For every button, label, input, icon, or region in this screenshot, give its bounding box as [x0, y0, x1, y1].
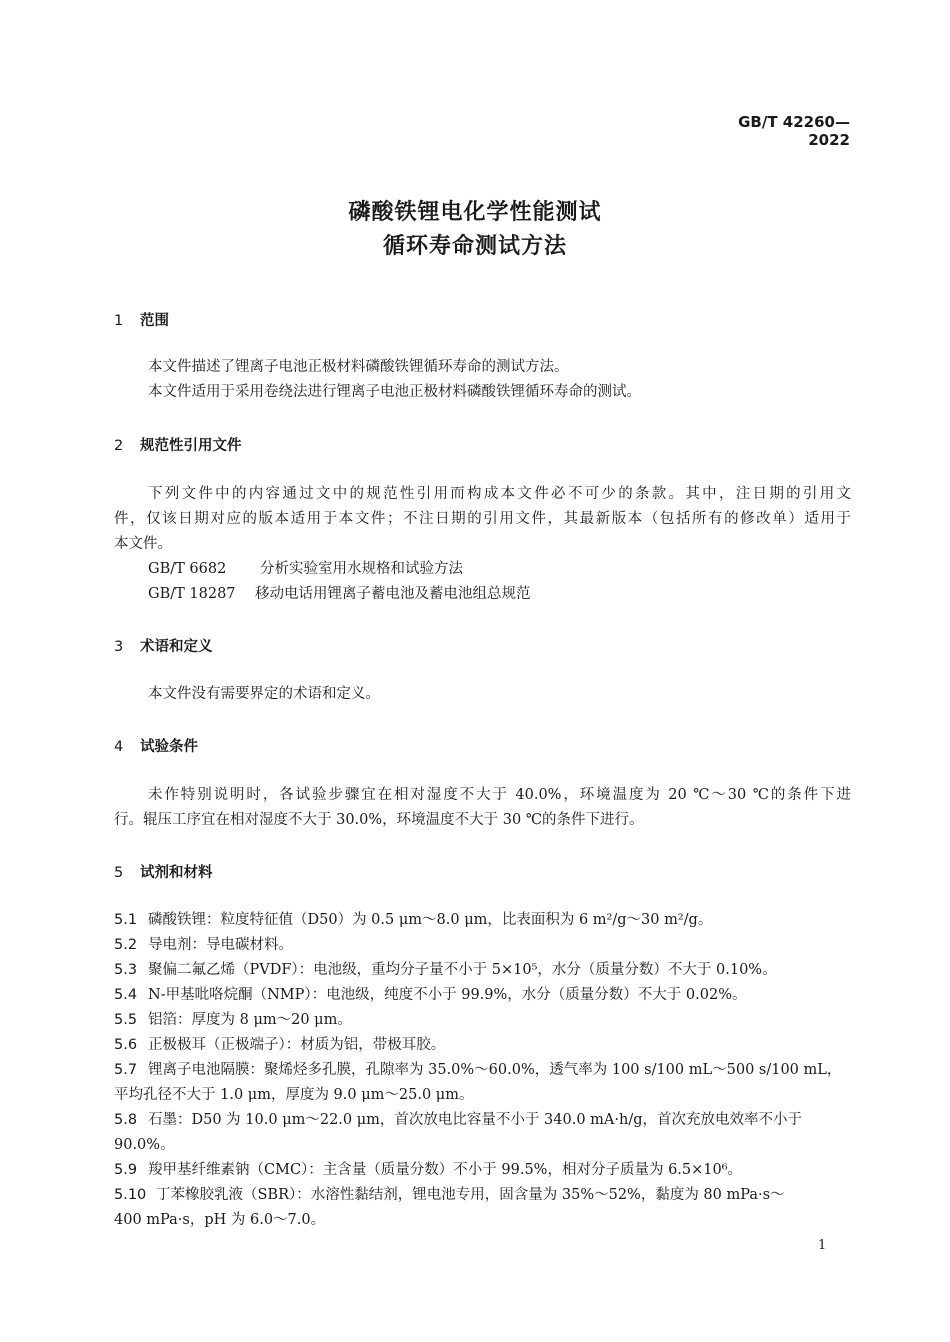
clause-5-5 — [114, 1010, 352, 1030]
clause-5-6 — [114, 1035, 445, 1055]
clause-text: 铝箔：厚度为 8 μm～20 μm。 — [148, 1012, 352, 1028]
section-2-heading — [114, 434, 242, 455]
clause-5-4 — [114, 985, 746, 1005]
section-3-heading — [114, 635, 213, 656]
clause-number: 5.9 — [114, 1162, 138, 1178]
reference-title: 分析实验室用水规格和试验方法 — [260, 561, 463, 577]
section-2-paragraph-line-3: 本文件。 — [114, 536, 172, 552]
clause-5-8 — [114, 1110, 802, 1130]
clause-text: 丁苯橡胶乳液（SBR）：水溶性黏结剂，锂电池专用，固含量为 35%～52%，黏度为 80 mPa·s～ — [156, 1187, 785, 1203]
clause-number: 5.2 — [114, 937, 138, 953]
section-title: 范围 — [140, 313, 169, 329]
clause-number: 5.1 — [114, 912, 138, 928]
clause-text: 锂离子电池隔膜：聚烯烃多孔膜，孔隙率为 35.0%～60.0%，透气率为 100 s/100 mL～500 s/100 mL， — [148, 1062, 842, 1078]
clause-5-7 — [114, 1060, 841, 1080]
clause-5-8-continuation: 90.0%。 — [114, 1137, 175, 1153]
section-title: 规范性引用文件 — [140, 438, 242, 454]
section-2-paragraph-line-1: 下列文件中的内容通过文中的规范性引用而构成本文件必不可少的条款。其中，注日期的引用文 — [148, 486, 851, 502]
clause-text: 石墨：D50 为 10.0 μm～22.0 μm，首次放电比容量不小于 340.0 mA·h/g，首次充放电效率不小于 — [148, 1112, 802, 1128]
section-2-paragraph-line-2: 件，仅该日期对应的版本适用于本文件；不注日期的引用文件，其最新版本（包括所有的修改单）适用于 — [114, 511, 851, 527]
section-1-paragraph-1: 本文件描述了锂离子电池正极材料磷酸铁锂循环寿命的测试方法。 — [148, 359, 569, 375]
clause-number: 5.5 — [114, 1012, 138, 1028]
clause-text: 聚偏二氟乙烯（PVDF）：电池级，重均分子量不小于 5×10⁵，水分（质量分数）不大于 0.10%。 — [148, 962, 777, 978]
section-4-paragraph-line-1: 未作特别说明时，各试验步骤宜在相对湿度不大于 40.0%，环境温度为 20 ℃～30 ℃的条件下进 — [148, 787, 851, 803]
reference-code: GB/T 18287 — [148, 586, 236, 602]
clause-number: 5.3 — [114, 962, 138, 978]
section-number: 4 — [114, 739, 124, 755]
section-4-heading — [114, 735, 198, 756]
section-number: 3 — [114, 639, 124, 655]
section-4-paragraph-line-2: 行。辊压工序宜在相对湿度不大于 30.0%，环境温度不大于 30 ℃的条件下进行。 — [114, 812, 644, 828]
reference-code: GB/T 6682 — [148, 561, 227, 577]
clause-5-10-continuation: 400 mPa·s，pH 为 6.0～7.0。 — [114, 1212, 326, 1228]
section-title: 术语和定义 — [140, 639, 213, 655]
clause-5-9 — [114, 1160, 742, 1180]
document-title-line-1: 磷酸铁锂电化学性能测试 — [348, 200, 602, 225]
section-title: 试验条件 — [140, 739, 198, 755]
clause-number: 5.8 — [114, 1112, 138, 1128]
normative-reference — [148, 584, 531, 604]
section-title: 试剂和材料 — [140, 865, 213, 881]
clause-number: 5.6 — [114, 1037, 138, 1053]
clause-text: 磷酸铁锂：粒度特征值（D50）为 0.5 μm～8.0 μm，比表面积为 6 m²/g～30 m²/g。 — [148, 912, 713, 928]
clause-number: 5.10 — [114, 1187, 147, 1203]
clause-text: 导电剂：导电碳材料。 — [148, 937, 293, 953]
section-5-heading — [114, 861, 213, 882]
clause-number: 5.7 — [114, 1062, 138, 1078]
clause-text: N-甲基吡咯烷酮（NMP）：电池级，纯度不小于 99.9%，水分（质量分数）不大于 0.02%。 — [148, 987, 747, 1003]
section-3-paragraph: 本文件没有需要界定的术语和定义。 — [148, 686, 380, 702]
normative-reference — [148, 559, 463, 579]
standard-code: GB/T 42260—2022 — [738, 113, 850, 149]
section-number: 2 — [114, 438, 124, 454]
section-number: 5 — [114, 865, 124, 881]
document-title-line-2: 循环寿命测试方法 — [382, 234, 567, 259]
clause-text: 羧甲基纤维素钠（CMC）：主含量（质量分数）不小于 99.5%，相对分子质量为 6.5×10⁶。 — [148, 1162, 743, 1178]
page-number: 1 — [818, 1238, 827, 1253]
section-number: 1 — [114, 313, 124, 329]
clause-5-1 — [114, 910, 712, 930]
clause-number: 5.4 — [114, 987, 138, 1003]
reference-title: 移动电话用锂离子蓄电池及蓄电池组总规范 — [255, 586, 531, 602]
section-1-heading — [114, 309, 169, 330]
clause-5-7-continuation: 平均孔径不大于 1.0 μm，厚度为 9.0 μm～25.0 μm。 — [114, 1087, 474, 1103]
clause-5-3 — [114, 960, 777, 980]
section-1-paragraph-2: 本文件适用于采用卷绕法进行锂离子电池正极材料磷酸铁锂循环寿命的测试。 — [148, 384, 641, 400]
clause-5-10 — [114, 1185, 785, 1205]
clause-text: 正极极耳（正极端子）：材质为铝，带极耳胶。 — [148, 1037, 446, 1053]
clause-5-2 — [114, 935, 293, 955]
